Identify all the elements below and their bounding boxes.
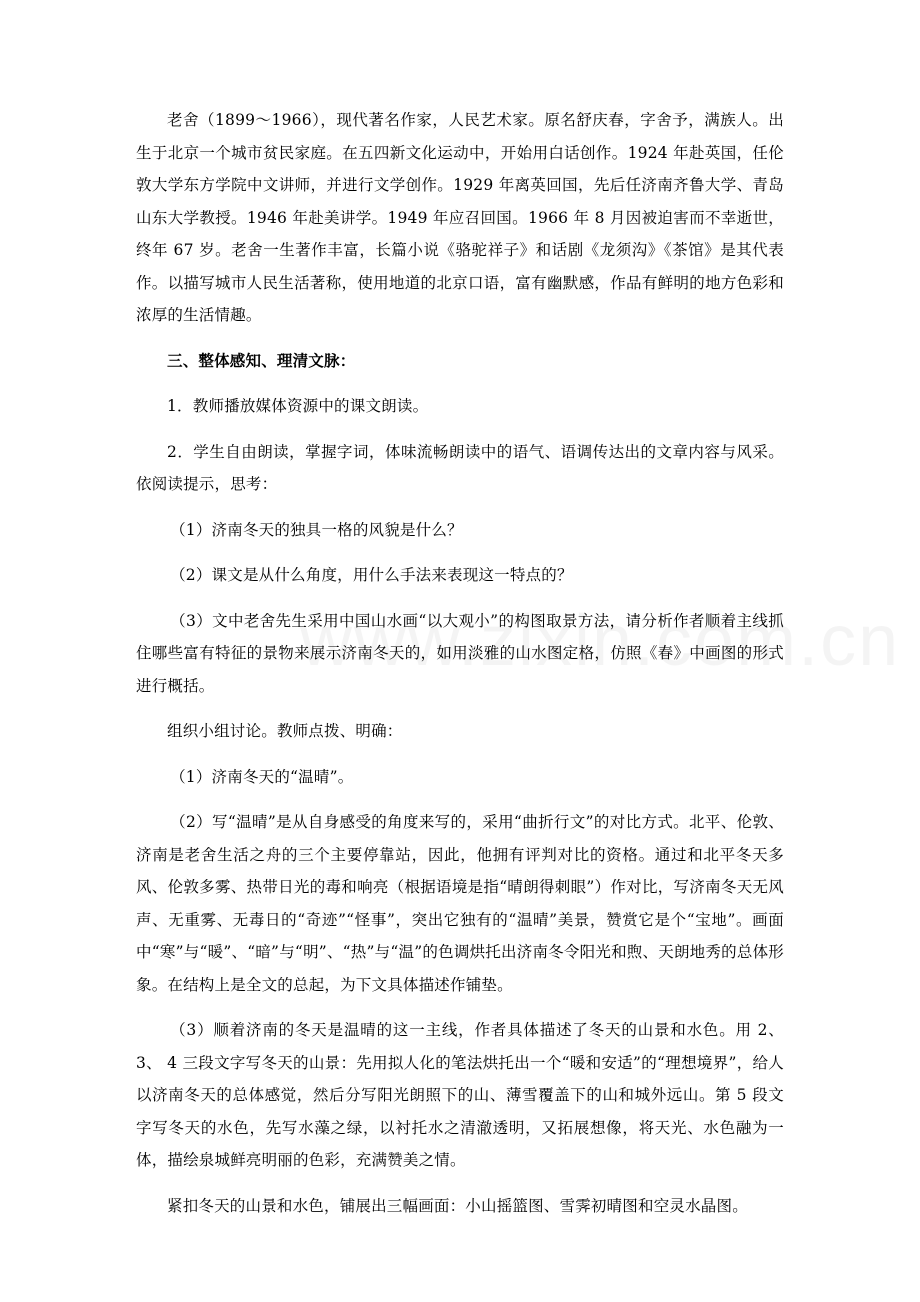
paragraph-summary: 紧扣冬天的山景和水色，铺展出三幅画面：小山摇篮图、雪霁初晴图和空灵水晶图。 xyxy=(167,1196,748,1215)
answer-1: （1）济南冬天的“温晴”。 xyxy=(170,767,354,786)
answer-2: （2）写“温晴”是从自身感受的角度来写的，采用“曲折行文”的对比方式。北平、伦敦、济南是老舍生活之舟的三个主要停靠站，因此，他拥有评判对比的资格。通过和北平冬天多风、伦敦多雾、热带日光的毒和响亮（根据语境是指“晴朗得刺眼”）作对比，写济南冬天无风声、无重雾、无毒日的“奇迹”“怪事”，突出它独有的“温晴”美景，赞赏它是个“宝地”。画面中“寒”与“暖”、“暗”与“明”、“热”与“温”的色调烘托出济南冬令阳光和煦、天朗地秀的总体形象。在结构上是全文的总起，为下文具体描述作铺垫。 xyxy=(136,813,784,994)
document-body xyxy=(136,104,784,1235)
question-3: （3）文中老舍先生采用中国山水画“以大观小”的构图取景方法，请分析作者顺着主线抓住哪些富有特征的景物来展示济南冬天的，如用淡雅的山水图定格，仿照《春》中画图的形式进行概括。 xyxy=(136,611,784,695)
question-1: （1）济南冬天的独具一格的风貌是什么？ xyxy=(170,520,463,539)
paragraph-discussion: 组织小组讨论。教师点拨、明确： xyxy=(167,722,403,740)
paragraph-step-2: 2．学生自由朗读，掌握字词，体味流畅朗读中的语气、语调传达出的文章内容与风采。依阅读提示，思考： xyxy=(136,442,784,493)
section-heading: 三、整体感知、理清文脉： xyxy=(167,350,356,370)
paragraph-step-1: 1．教师播放媒体资源中的课文朗读。 xyxy=(167,397,429,415)
answer-3: （3）顺着济南的冬天是温晴的这一主线，作者具体描述了冬天的山景和水色。用 2、3、 4 三段文字写冬天的山景：先用拟人化的笔法烘托出一个“暖和安适”的“理想境界”，给人以济南冬天的总体感觉，然后分写阳光朗照下的山、薄雪覆盖下的山和城外远山。第 5 段文字写冬天的水色，先写水藻之绿，以衬托水之清澈透明，又拓展想像，将天光、水色融为一体，描绘泉城鲜亮明丽的色彩，充满赞美之情。 xyxy=(136,1021,784,1169)
question-2: （2）课文是从什么角度，用什么手法来表现这一特点的？ xyxy=(170,566,573,584)
paragraph-author-bio: 老舍（1899～1966），现代著名作家，人民艺术家。原名舒庆春，字舍予，满族人。出生于北京一个城市贫民家庭。在五四新文化运动中，开始用白话创作。1924 年赴英国，任伦敦大学东方学院中文讲师，并进行文学创作。1929 年离英回国，先后任济南齐鲁大学、青岛山东大学教授。1946 年赴美讲学。1949 年应召回国。1966 年 8 月因被迫害而不幸逝世，终年 67 岁。老舍一生著作丰富，长篇小说《骆驼祥子》和话剧《龙须沟》《茶馆》是其代表作。以描写城市人民生活著称，使用地道的北京口语，富有幽默感，作品有鲜明的地方色彩和浓厚的生活情趣。 xyxy=(136,111,784,324)
